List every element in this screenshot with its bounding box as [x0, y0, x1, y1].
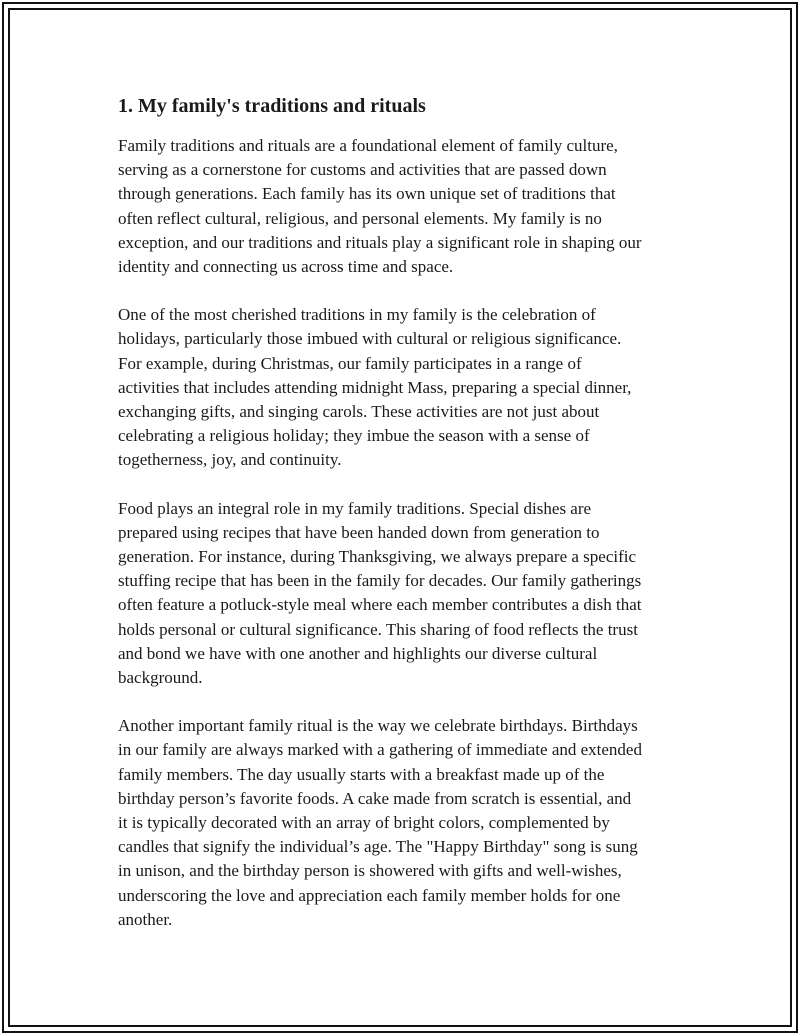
text-line: togetherness, joy, and continuity.: [118, 450, 342, 470]
text-line: Another important family ritual is the way we celebrate birthdays. Birthdays: [118, 716, 638, 736]
text-line: generation. For instance, during Thanksgiving, we always prepare a specific: [118, 547, 637, 567]
text-line: often reflect cultural, religious, and personal elements. My family is no: [118, 208, 602, 228]
text-line: celebrating a religious holiday; they imbue the season with a sense of: [118, 426, 590, 446]
text-line: exchanging gifts, and singing carols. These activities are not just about: [118, 402, 600, 422]
text-line: another.: [118, 909, 173, 929]
paragraph-holidays: [118, 303, 698, 472]
paragraph-intro: [118, 134, 698, 279]
text-line: birthday person’s favorite foods. A cake made from scratch is essential, and: [118, 788, 632, 808]
text-line: serving as a cornerstone for customs and activities that are passed down: [118, 160, 607, 180]
text-line: Family traditions and rituals are a foundational element of family culture,: [118, 136, 618, 155]
text-line: family members. The day usually starts with a breakfast made up of the: [118, 764, 605, 784]
text-line: background.: [118, 668, 203, 688]
text-line: exception, and our traditions and rituals play a significant role in shaping our: [118, 232, 642, 252]
document-body: [118, 92, 698, 956]
text-line: Food plays an integral role in my family traditions. Special dishes are: [118, 498, 592, 518]
text-line: through generations. Each family has its own unique set of traditions that: [118, 184, 616, 204]
text-line: in unison, and the birthday person is showered with gifts and well-wishes,: [118, 861, 622, 881]
text-line: in our family are always marked with a gathering of immediate and extended: [118, 740, 642, 760]
text-line: For example, during Christmas, our family participates in a range of: [118, 353, 582, 373]
text-line: prepared using recipes that have been handed down from generation to: [118, 522, 600, 542]
text-line: candles that signify the individual’s age. The "Happy Birthday" song is sung: [118, 837, 638, 857]
text-line: and bond we have with one another and highlights our diverse cultural: [118, 643, 598, 663]
text-line: holidays, particularly those imbued with cultural or religious significance.: [118, 329, 622, 349]
section-heading: 1. My family's traditions and rituals: [118, 95, 426, 117]
text-line: identity and connecting us across time and space.: [118, 257, 454, 277]
text-line: underscoring the love and appreciation each family member holds for one: [118, 885, 621, 905]
paragraph-food: [118, 497, 698, 691]
text-line: One of the most cherished traditions in my family is the celebration of: [118, 305, 596, 325]
text-line: activities that includes attending midnight Mass, preparing a special dinner,: [118, 377, 632, 397]
text-line: holds personal or cultural significance. This sharing of food reflects the trust: [118, 619, 638, 639]
text-line: often feature a potluck-style meal where each member contributes a dish that: [118, 595, 642, 615]
paragraph-birthdays: [118, 714, 698, 932]
text-line: stuffing recipe that has been in the family for decades. Our family gatherings: [118, 571, 642, 591]
text-line: it is typically decorated with an array of bright colors, complemented by: [118, 813, 610, 833]
